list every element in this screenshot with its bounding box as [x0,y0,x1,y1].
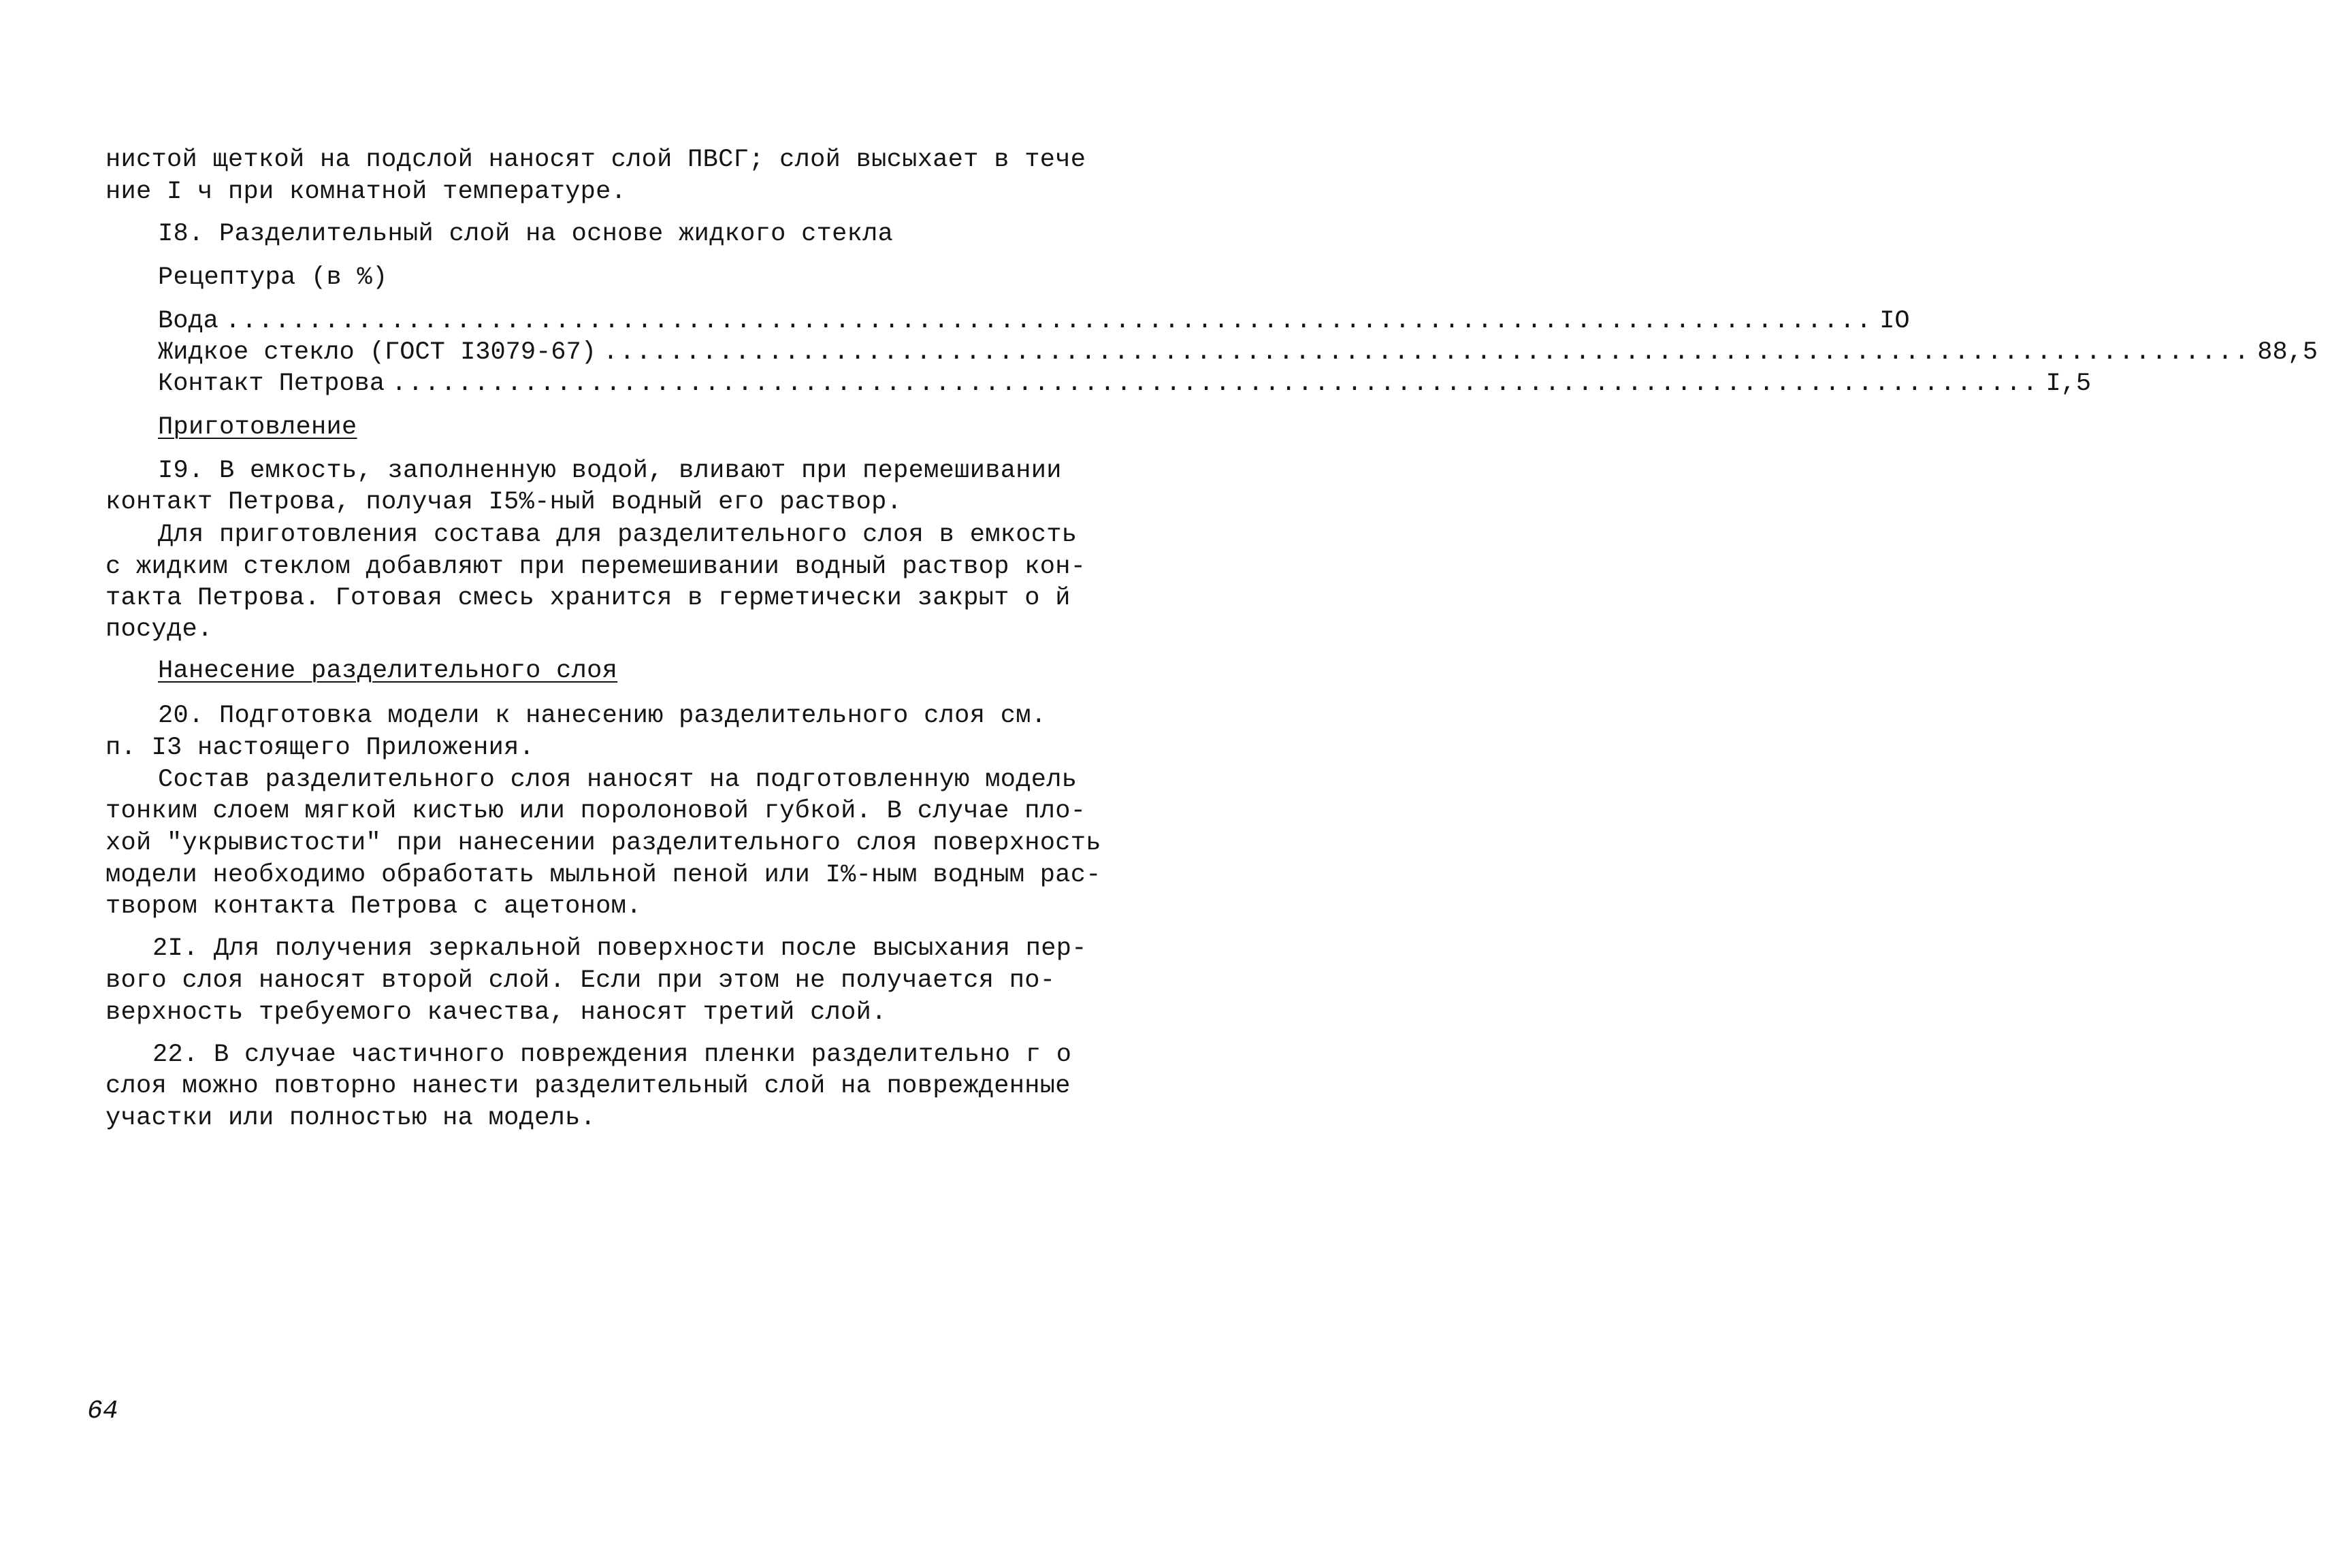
prep-text-line-1: Для приготовления состава для разделительного слоя в емкость [158,521,1078,549]
app-text-line-4: модели необходимо обработать мыльной пеной или I%-ным водным рас- [106,861,1101,889]
item-18-heading: I8. Разделительный слой на основе жидкого стекла [158,220,894,248]
app-text-line-1: Состав разделительного слоя наносят на подготовленную модель [158,766,1078,794]
item-21-line-1: 2I. Для получения зеркальной поверхности после высыхания пер- [152,934,1087,963]
recipe-row-petrov-contact [158,369,2092,399]
item-22-line-1: 22. В случае частичного повреждения пленки разделительно г о [152,1041,1072,1069]
prep-text-line-2: с жидким стеклом добавляют при перемешивании водный раствор кон- [106,553,1086,581]
preparation-heading: Приготовление [158,413,357,442]
item-22-line-3: участки или полностью на модель. [106,1104,596,1132]
prep-text-line-3: такта Петрова. Готовая смесь хранится в герметически закрыт о й [106,584,1071,612]
item-20-line-2: п. I3 настоящего Приложения. [106,734,535,762]
prep-text-line-4: посуде. [106,615,213,644]
item-19-line-1: I9. В емкость, заполненную водой, вливают при перемешивании [158,457,1062,485]
dot-leader: .................................................................................................... [602,338,2251,367]
dot-leader: .................................................................................................... [391,370,2039,398]
recipe-ingredient-name: Контакт Петрова [158,370,385,398]
item-20-line-1: 20. Подготовка модели к нанесению разделительного слоя см. [158,702,1047,730]
recipe-ingredient-name: Жидкое стекло (ГОСТ I3079-67) [158,338,596,367]
application-heading: Нанесение разделительного слоя [158,657,618,685]
recipe-ingredient-value: IO [1879,307,1910,336]
item-22-line-2: слоя можно повторно нанести разделительный слой на поврежденные [106,1072,1071,1100]
app-text-line-5: твором контакта Петрова с ацетоном. [106,892,642,921]
item-21-line-2: вого слоя наносят второй слой. Если при этом не получается по- [106,966,1056,995]
app-text-line-3: хой "укрывистости" при нанесении разделительного слоя поверхность [106,829,1101,858]
recipe-ingredient-name: Вода [158,307,218,336]
item-19-line-2: контакт Петрова, получая I5%-ный водный его раствор. [106,488,903,517]
app-text-line-2: тонким слоем мягкой кистью или поролоновой губкой. В случае пло- [106,797,1086,826]
page-number: 64 [87,1396,118,1426]
recipe-row-water [158,306,1910,336]
recipe-ingredient-value: 88,5 [2257,338,2318,367]
recipe-row-liquid-glass [158,338,2318,368]
recipe-ingredient-value: I,5 [2045,370,2092,398]
dot-leader: .................................................................................................... [225,307,1873,336]
recipe-title: Рецептура (в %) [158,263,388,292]
item-21-line-3: верхность требуемого качества, наносят третий слой. [106,998,887,1027]
continuation-line-1: нистой щеткой на подслой наносят слой ПВСГ; слой высыхает в тече [106,146,1086,174]
continuation-line-2: ние I ч при комнатной температуре. [106,178,627,206]
